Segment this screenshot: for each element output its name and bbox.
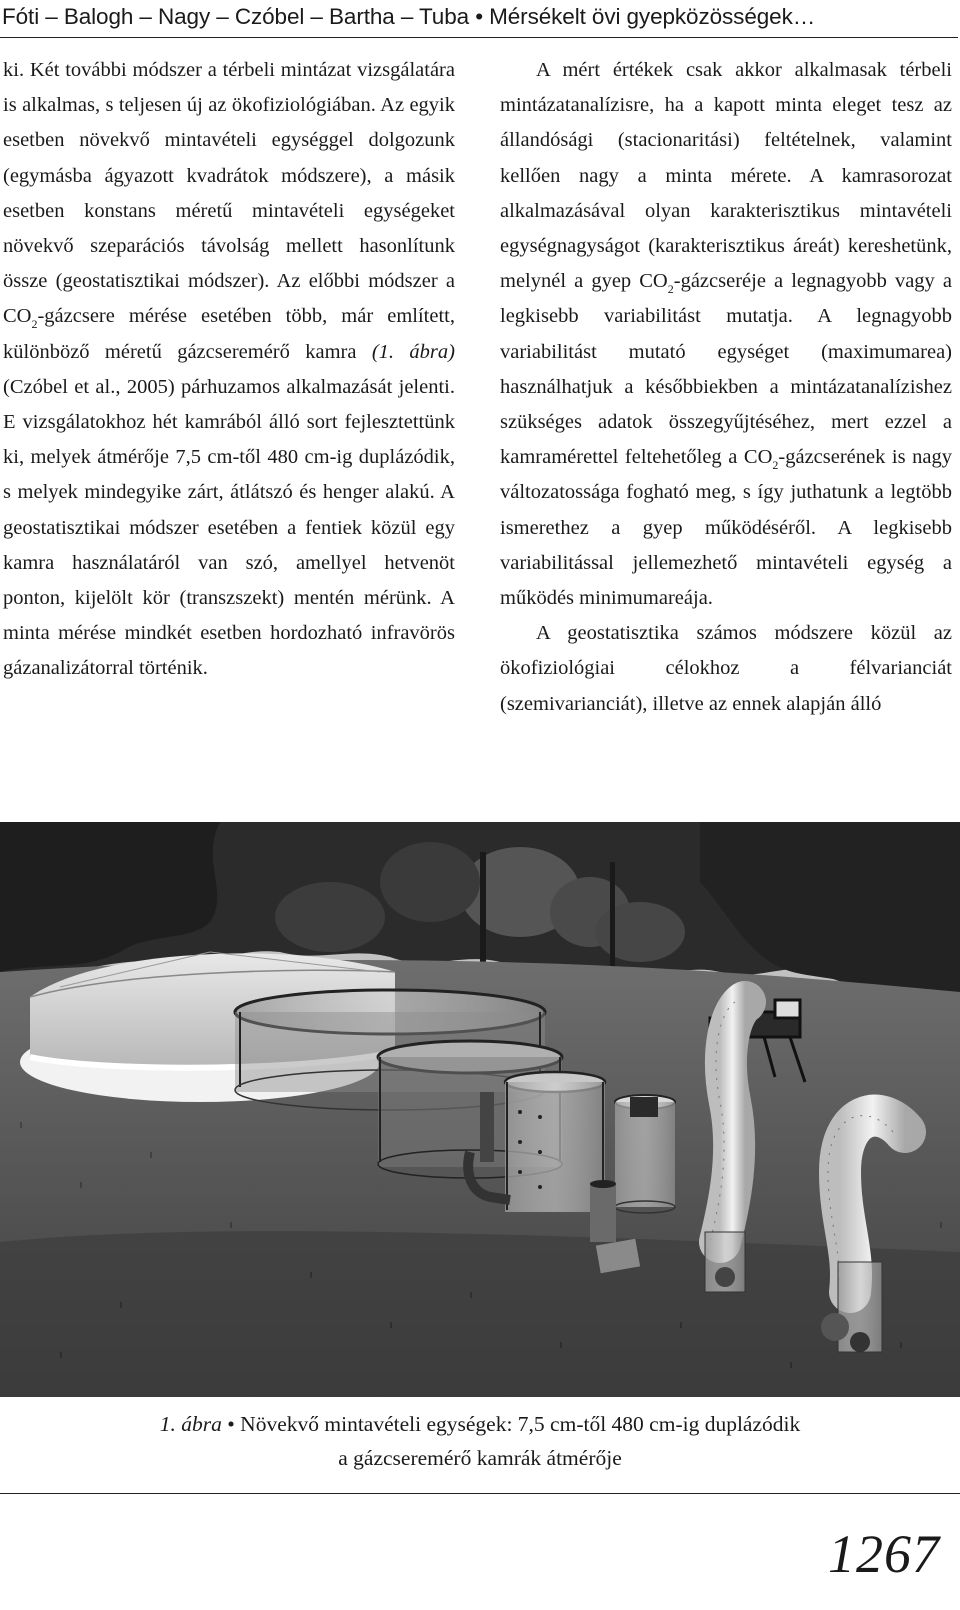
caption-line-2: a gázcseremérő kamrák átmérője	[338, 1446, 622, 1470]
chamber-30cm	[615, 1095, 675, 1213]
footer-rule	[0, 1493, 960, 1494]
figure-photo	[0, 822, 960, 1397]
subscript: 2	[772, 458, 779, 473]
running-title: Fóti – Balogh – Nagy – Czóbel – Bartha – Tuba • Mérsékelt övi gyepközösségek…	[2, 4, 816, 29]
left-column	[3, 53, 455, 687]
subscript: 2	[667, 282, 674, 297]
text-segment: -gázcsere mérése esetében több, már említett, különböző méretű gázcseremérő kamra	[3, 305, 455, 363]
text-segment: ki. Két további módszer a térbeli mintázat vizsgálatára is alkalmas, s teljesen új az ökofiziológiában. Az egyik esetben növekvő mintavételi egységgel dolgozunk (egymásba ágyazott kvadrátok módszere), a másik esetben konstans méretű mintavételi egységeket növekvő szeparációs távolság mellett hasonlítunk össze (geostatisztikai módszer). Az előbbi módszer a CO	[3, 59, 455, 328]
chamber-photo	[0, 822, 960, 1397]
text-segment: -gázcserének is nagy változatossága fogható meg, s így juthatunk a legtöbb ismerethez a gyep működéséről. A legkisebb variabilitással jellemezhető mintavételi egység a működés minimumareája.	[500, 446, 952, 610]
caption-line-1	[0, 1407, 960, 1441]
text-segment: (Czóbel et al., 2005) párhuzamos alkalmazását jelenti. E vizsgálatokhoz hét kamrából álló sort fejlesztettünk ki, melyek átmérője 7,5 cm-től 480 cm-ig duplázódik, s melyek mindegyike zárt, átlátszó és henger alakú. A geostatisztikai módszer esetében a fentiek közül egy kamra használatáról van szó, amellyel hetvenöt ponton, kijelölt kör (transzszekt) mentén mérünk. A minta mérése mindkét esetben hordozható infravörös gázanalizátorral történik.	[3, 375, 455, 680]
figure-caption	[0, 1407, 960, 1475]
subscript: 2	[31, 317, 38, 332]
left-paragraph-1	[3, 53, 455, 687]
text-segment: -gázcseréje a legnagyobb vagy a legkisebb variabilitást mutatja. A legnagyobb variabilitást mutató egységet (maximumarea) használhatjuk a későbbiekben a mintázatanalízishez szükséges adatok összegyűjtéséhez, mert ezzel a kamramérettel feltehetőleg a CO	[500, 270, 952, 469]
right-paragraph-2: A geostatisztika számos módszere közül az ökofiziológiai célokhoz a félvarianciát (szemivarianciát), illetve az ennek alapján álló	[500, 622, 952, 715]
text-segment: A mért értékek csak akkor alkalmasak térbeli mintázatanalízisre, ha a kapott minta eleget tesz az állandósági (stacionaritási) feltételnek, valamint kellően nagy a minta mérete. A kamrasorozat alkalmazásával olyan karakterisztikus mintavételi egységnagyságot (karakterisztikus áreát) kereshetünk, melynél a gyep CO	[500, 59, 952, 293]
caption-label: 1. ábra	[159, 1412, 222, 1436]
page-number: 1267	[828, 1524, 940, 1584]
right-column	[500, 53, 952, 722]
running-header	[0, 0, 958, 38]
right-paragraph-1	[500, 53, 952, 616]
caption-separator: •	[221, 1412, 241, 1436]
caption-text-1: Növekvő mintavételi egységek: 7,5 cm-től 480 cm-ig duplázódik	[240, 1412, 801, 1436]
figure-reference: (1. ábra)	[371, 340, 455, 363]
